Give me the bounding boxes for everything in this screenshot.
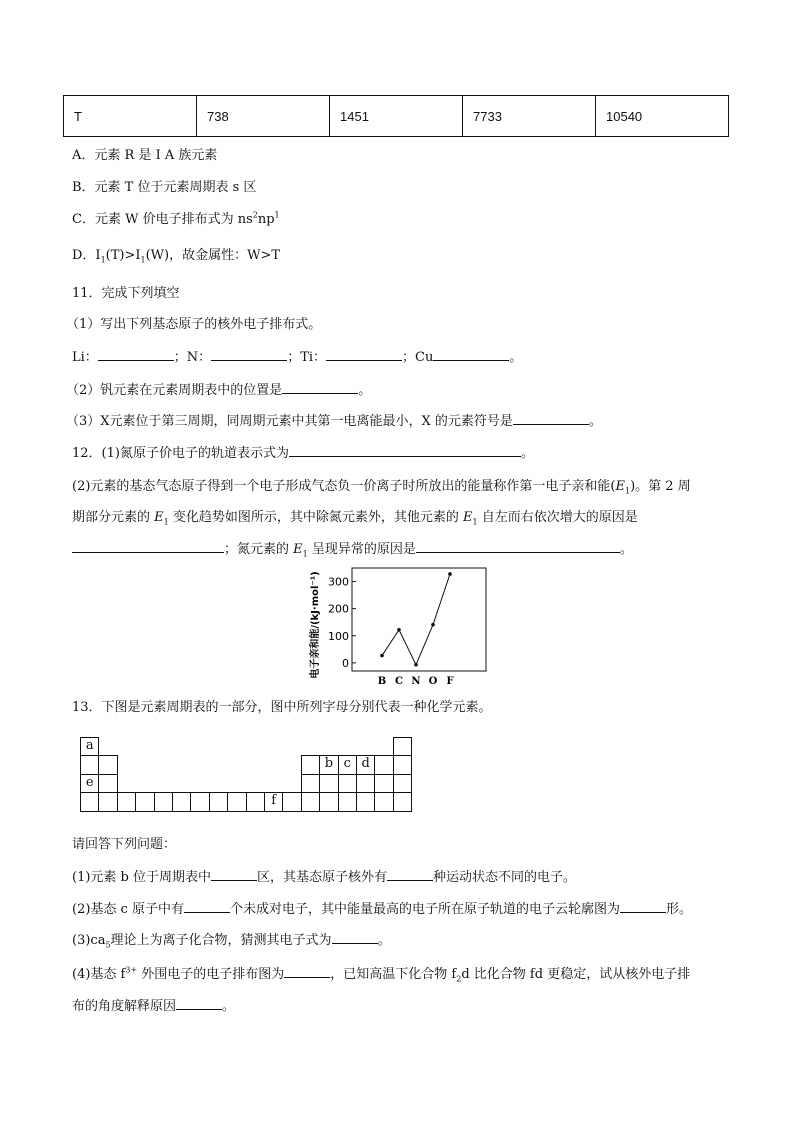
q12-line2	[72, 478, 691, 496]
data-point	[397, 628, 401, 632]
element-cell	[209, 792, 228, 811]
element-cell	[301, 792, 320, 811]
table-cell: 1451	[330, 96, 463, 137]
q12-line3	[72, 509, 638, 527]
periodic-table-fragment	[80, 737, 412, 811]
q13-sub4-b: 外围电子的电子排布图为	[137, 967, 285, 982]
element-cell	[98, 755, 117, 774]
q13-sub5-b: 。	[222, 999, 236, 1014]
element-cell	[98, 792, 117, 811]
q13-sub1	[72, 868, 576, 887]
answer-blank[interactable]	[416, 540, 620, 553]
q13-sub1-c: 种运动状态不同的电子。	[433, 870, 577, 885]
e-symbol: E	[293, 542, 303, 557]
y-tick-label: 300	[328, 575, 349, 589]
element-cell	[393, 792, 412, 811]
table-cell: 7733	[463, 96, 596, 137]
data-point	[448, 572, 452, 576]
q13-sub2-b: 个未成对电子，其中能量最高的电子所在原子轨道的电子云轮廓图为	[229, 902, 620, 917]
option-c-text: C．元素 W 价电子排布式为 ns	[72, 212, 253, 227]
answer-blank[interactable]	[326, 348, 402, 361]
element-cell	[374, 774, 393, 793]
option-d-post: (W)，故金属性：W>T	[145, 248, 281, 263]
q13-sub3-a: (3)	[72, 933, 91, 948]
q13-sub5-a: 布的角度解释原因	[72, 999, 177, 1014]
n-label: ；N：	[173, 350, 212, 365]
answer-blank[interactable]	[289, 444, 521, 457]
x-tick-label: B	[377, 676, 387, 687]
y-tick-label: 200	[328, 602, 349, 616]
y-tick-label: 100	[328, 629, 349, 643]
answer-blank[interactable]	[176, 997, 222, 1010]
end-mark: 。	[619, 542, 633, 557]
element-cell	[135, 792, 154, 811]
e-subscript: 1	[625, 486, 631, 496]
q12-line1	[72, 444, 534, 463]
answer-blank[interactable]	[387, 868, 433, 881]
element-cell-f: f	[264, 792, 283, 811]
q11-title: 11．完成下列填空	[72, 286, 180, 301]
q12-line3-text: 期部分元素的	[72, 510, 155, 525]
data-point	[431, 623, 435, 627]
x-tick-label: C	[395, 676, 403, 687]
answer-blank[interactable]	[433, 348, 509, 361]
formula: ca	[90, 933, 106, 948]
option-c-sup2: 1	[274, 210, 280, 220]
element-cell	[246, 792, 265, 811]
element-cell	[301, 774, 320, 793]
option-c-mid: np	[257, 212, 275, 227]
q13-sub4	[72, 965, 690, 984]
q13-sub3	[72, 931, 391, 950]
q13-sub5	[72, 997, 235, 1016]
element-cell-b: b	[319, 755, 338, 774]
element-cell	[301, 755, 320, 774]
end-mark: 。	[588, 414, 602, 429]
element-cell	[172, 792, 191, 811]
element-cell	[393, 737, 412, 756]
end-mark: 。	[358, 383, 372, 398]
answer-blank[interactable]	[620, 900, 666, 913]
e-symbol: E	[154, 510, 164, 525]
answer-blank[interactable]	[211, 868, 257, 881]
element-cell-c: c	[338, 755, 357, 774]
q11-part2	[66, 381, 371, 400]
element-cell	[393, 774, 412, 793]
x-tick-label: O	[428, 676, 438, 687]
q13-sub2	[72, 900, 692, 919]
x-tick-label: F	[446, 676, 454, 687]
element-cell	[356, 774, 375, 793]
q12-line3-tail: 自左而右依次增大的原因是	[477, 510, 638, 525]
x-ticks	[378, 676, 454, 687]
q12-line4-mid: 呈现异常的原因是	[307, 542, 416, 557]
element-cell	[393, 755, 412, 774]
e-symbol: E	[463, 510, 473, 525]
answer-blank[interactable]	[184, 900, 230, 913]
q12-line3-mid: 变化趋势如图所示，其中除氮元素外，其他元素的	[168, 510, 463, 525]
element-cell	[190, 792, 209, 811]
q11-part3	[66, 412, 602, 431]
option-b: B．元素 T 位于元素周期表 s 区	[72, 180, 257, 195]
answer-blank[interactable]	[282, 381, 358, 394]
element-cell-e: e	[80, 774, 99, 793]
series-points	[380, 572, 452, 666]
answer-blank[interactable]	[98, 348, 174, 361]
table-cell: T	[64, 96, 197, 137]
q11-config-line	[72, 348, 522, 367]
e-subscript: 1	[472, 517, 478, 527]
cu-label: ；Cu	[402, 350, 434, 365]
plot-frame	[352, 568, 486, 671]
answer-blank[interactable]	[211, 348, 287, 361]
element-cell-d: d	[356, 755, 375, 774]
option-c-sup1: 2	[252, 210, 258, 220]
q13-title: 13．下图是元素周期表的一部分，图中所列字母分别代表一种化学元素。	[72, 700, 492, 715]
y-tick-label: 0	[342, 656, 349, 670]
data-point	[380, 654, 384, 658]
q12-line2-tail: )。第 2 周	[630, 479, 691, 494]
formula-sub: 5	[105, 940, 111, 950]
q13-sub3-c: 。	[377, 933, 391, 948]
answer-blank[interactable]	[332, 931, 378, 944]
option-d-mid: (T)>I	[105, 248, 141, 263]
q13-sub1-a: (1)元素 b 位于周期表中	[72, 870, 212, 885]
formula-sub: 2	[456, 974, 462, 984]
q13-sub4-a: (4)基态 f	[72, 967, 126, 982]
element-cell	[338, 792, 357, 811]
q13-sub1-b: 区，其基态原子核外有	[257, 870, 388, 885]
q12-line1-text: 12．(1)氮原子价电子的轨道表示式为	[72, 446, 289, 461]
q13-ask: 请回答下列问题：	[72, 837, 177, 852]
table-cell: 738	[197, 96, 330, 137]
ti-label: ；Ti：	[287, 350, 327, 365]
e-subscript: 1	[163, 517, 169, 527]
element-cell-a: a	[80, 737, 99, 756]
element-cell	[98, 774, 117, 793]
q13-sub4-c: ，已知高温下化合物 f	[330, 967, 457, 982]
end-mark: 。	[509, 350, 523, 365]
data-point	[414, 663, 418, 667]
ion-charge: 3+	[125, 965, 138, 975]
q13-sub2-c: 形。	[665, 902, 692, 917]
answer-blank[interactable]	[284, 965, 330, 978]
series-line	[382, 574, 450, 665]
option-d-sub2: 1	[140, 255, 146, 265]
element-cell	[282, 792, 301, 811]
element-cell	[227, 792, 246, 811]
element-cell	[117, 792, 136, 811]
answer-blank[interactable]	[72, 540, 224, 553]
element-cell	[319, 792, 338, 811]
e-symbol: E	[615, 479, 625, 494]
answer-blank[interactable]	[513, 412, 589, 425]
option-a: A．元素 R 是 I A 族元素	[72, 148, 218, 163]
q12-line4-text: ；氮元素的	[224, 542, 294, 557]
element-cell	[374, 792, 393, 811]
electron-affinity-chart	[306, 565, 490, 687]
e-subscript: 1	[302, 549, 308, 559]
element-cell	[356, 792, 375, 811]
option-c	[72, 211, 280, 229]
q11-part1: （1）写出下列基态原子的核外电子排布式。	[66, 317, 322, 332]
q12-line2-text: (2)元素的基态气态原子得到一个电子形成气态负一价离子时所放出的能量称作第一电子亲和能(	[72, 479, 616, 494]
x-tick-label: N	[411, 676, 421, 687]
option-d	[72, 247, 280, 265]
element-cell	[80, 755, 99, 774]
ionization-table	[63, 95, 729, 137]
element-cell	[154, 792, 173, 811]
option-d-sub1: 1	[100, 255, 106, 265]
element-cell	[338, 774, 357, 793]
option-d-text: D．I	[72, 248, 101, 263]
element-cell	[80, 792, 99, 811]
q13-sub3-b: 理论上为离子化合物，猜测其电子式为	[110, 933, 332, 948]
element-cell	[374, 755, 393, 774]
q12-line4	[72, 540, 633, 559]
q11-part3-text: （3）X元素位于第三周期，同周期元素中其第一电离能最小，X 的元素符号是	[66, 414, 513, 429]
table-cell: 10540	[596, 96, 729, 137]
end-mark: 。	[520, 446, 534, 461]
li-label: Li：	[72, 350, 98, 365]
element-cell	[319, 774, 338, 793]
q11-part2-text: （2）钒元素在元素周期表中的位置是	[66, 383, 283, 398]
table-row	[64, 96, 729, 137]
q13-sub2-a: (2)基态 c 原子中有	[72, 902, 184, 917]
q13-sub4-d: d 比化合物 fd 更稳定，试从核外电子排	[461, 967, 691, 982]
chart-ylabel: 电子亲和能/(kJ·mol⁻¹)	[310, 571, 321, 679]
